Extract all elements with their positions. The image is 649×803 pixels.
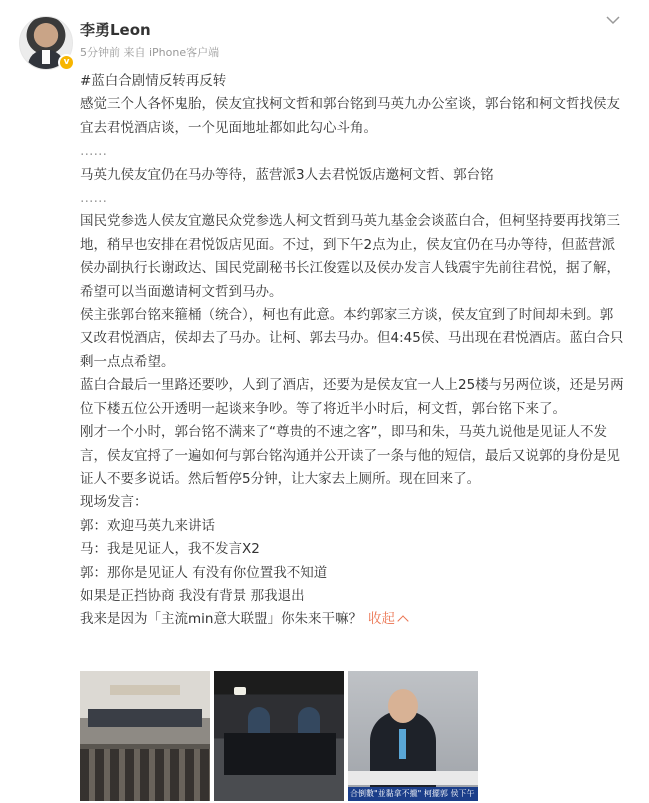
collapse-label[interactable]: 收起 <box>367 611 395 628</box>
post-paragraph: 马英九侯友宜仍在马办等待，蓝营派3人去君悦饭店邀柯文哲、郭台铭 <box>80 166 494 183</box>
post-paragraph: 现场发言： <box>80 494 148 511</box>
avatar-shirt <box>42 50 50 64</box>
post-paragraph: 刚才一个小时，郭台铭不满来了“尊贵的不速之客”，即马和朱，马英九说他是见证人不发言，侯友宜捋了一遍如何与郭台铭沟通并公开读了一条与他的短信，最后又说郭的身份是见证人不要多说话。然后暂停5分钟，让大家去上厕所。现在回来了。 <box>80 424 620 487</box>
post-paragraph: 马：我是见证人，我不发言X2 <box>80 541 260 558</box>
post-paragraph: 郭：欢迎马英九来讲话 <box>80 517 215 534</box>
press-conference-photo-1[interactable] <box>80 671 210 801</box>
post-paragraph: 郭：那你是见证人 有没有你位置我不知道 <box>80 564 328 581</box>
post-paragraph: 我来是因为「主流min意大联盟」你朱来干嘛？ <box>80 611 362 628</box>
chevron-down-icon[interactable] <box>606 14 620 26</box>
photo-desk <box>348 771 478 785</box>
post-paragraph: 国民党参选人侯友宜邀民众党参选人柯文哲到马英九基金会谈蓝白合，但柯坚持要再找第三地，稍早也安排在君悦饭店见面。不过，到下午2点为止，侯友宜仍在马办等待，但蓝营派侯办副执行长谢政达、国民党副秘书长江俊霆以及侯办发言人钱震宇先前往君悦，据了解，希望可以当面邀请柯文哲到马办。 <box>80 213 620 300</box>
verified-badge-icon: v <box>58 54 75 71</box>
post-paragraph: 蓝白合最后一里路还要吵，人到了酒店，还要为是侯友宜一人上25楼与另两位谈，还是另两位下楼五位公开透明一起谈来争吵。等了将近半小时后，柯文哲，郭台铭下来了。 <box>80 377 624 417</box>
photo-crowd <box>80 749 210 801</box>
chevron-up-icon <box>397 616 408 627</box>
post-meta: 5分钟前 来自 iPhone客户端 <box>80 46 220 59</box>
photo-stage <box>88 709 202 727</box>
post-paragraph: 感觉三个人各怀鬼胎，侯友宜找柯文哲和郭台铭到马英九办公室谈，郭台铭和柯文哲找侯友宜去君悦酒店谈，一个见面地址都如此勾心斗角。 <box>80 96 620 136</box>
photo-head <box>388 689 418 723</box>
press-conference-photo-2[interactable] <box>214 671 344 801</box>
photo-light <box>234 687 246 695</box>
post-body <box>80 70 625 632</box>
topic-hashtag[interactable]: #蓝白合剧情反转再反转 <box>80 73 227 89</box>
username[interactable]: 李勇Leon <box>80 21 151 39</box>
ellipsis-separator: …… <box>80 143 107 160</box>
post-last-line <box>80 608 625 631</box>
post-header <box>0 0 649 72</box>
photo-table <box>224 733 336 775</box>
post-paragraph: 侯主张郭台铭来箍桶（统合），柯也有此意。本约郭家三方谈，侯友宜到了时间却未到。郭又改君悦酒店，侯却去了马办。让柯、郭去马办。但4:45侯、马出现在君悦酒店。蓝白合只剩一点点希望。 <box>80 307 624 370</box>
ellipsis-separator: …… <box>80 190 107 207</box>
collapse-button[interactable] <box>368 611 407 627</box>
post-paragraph: 如果是正挡协商 我没有背景 那我退出 <box>80 587 305 604</box>
photo-banner <box>110 685 180 695</box>
photo-caption: 合倒數"並黏拿不攏" 柯擺郭 侯下午 <box>348 787 478 801</box>
press-conference-photo-3[interactable] <box>348 671 478 801</box>
photo-tie <box>399 729 406 759</box>
